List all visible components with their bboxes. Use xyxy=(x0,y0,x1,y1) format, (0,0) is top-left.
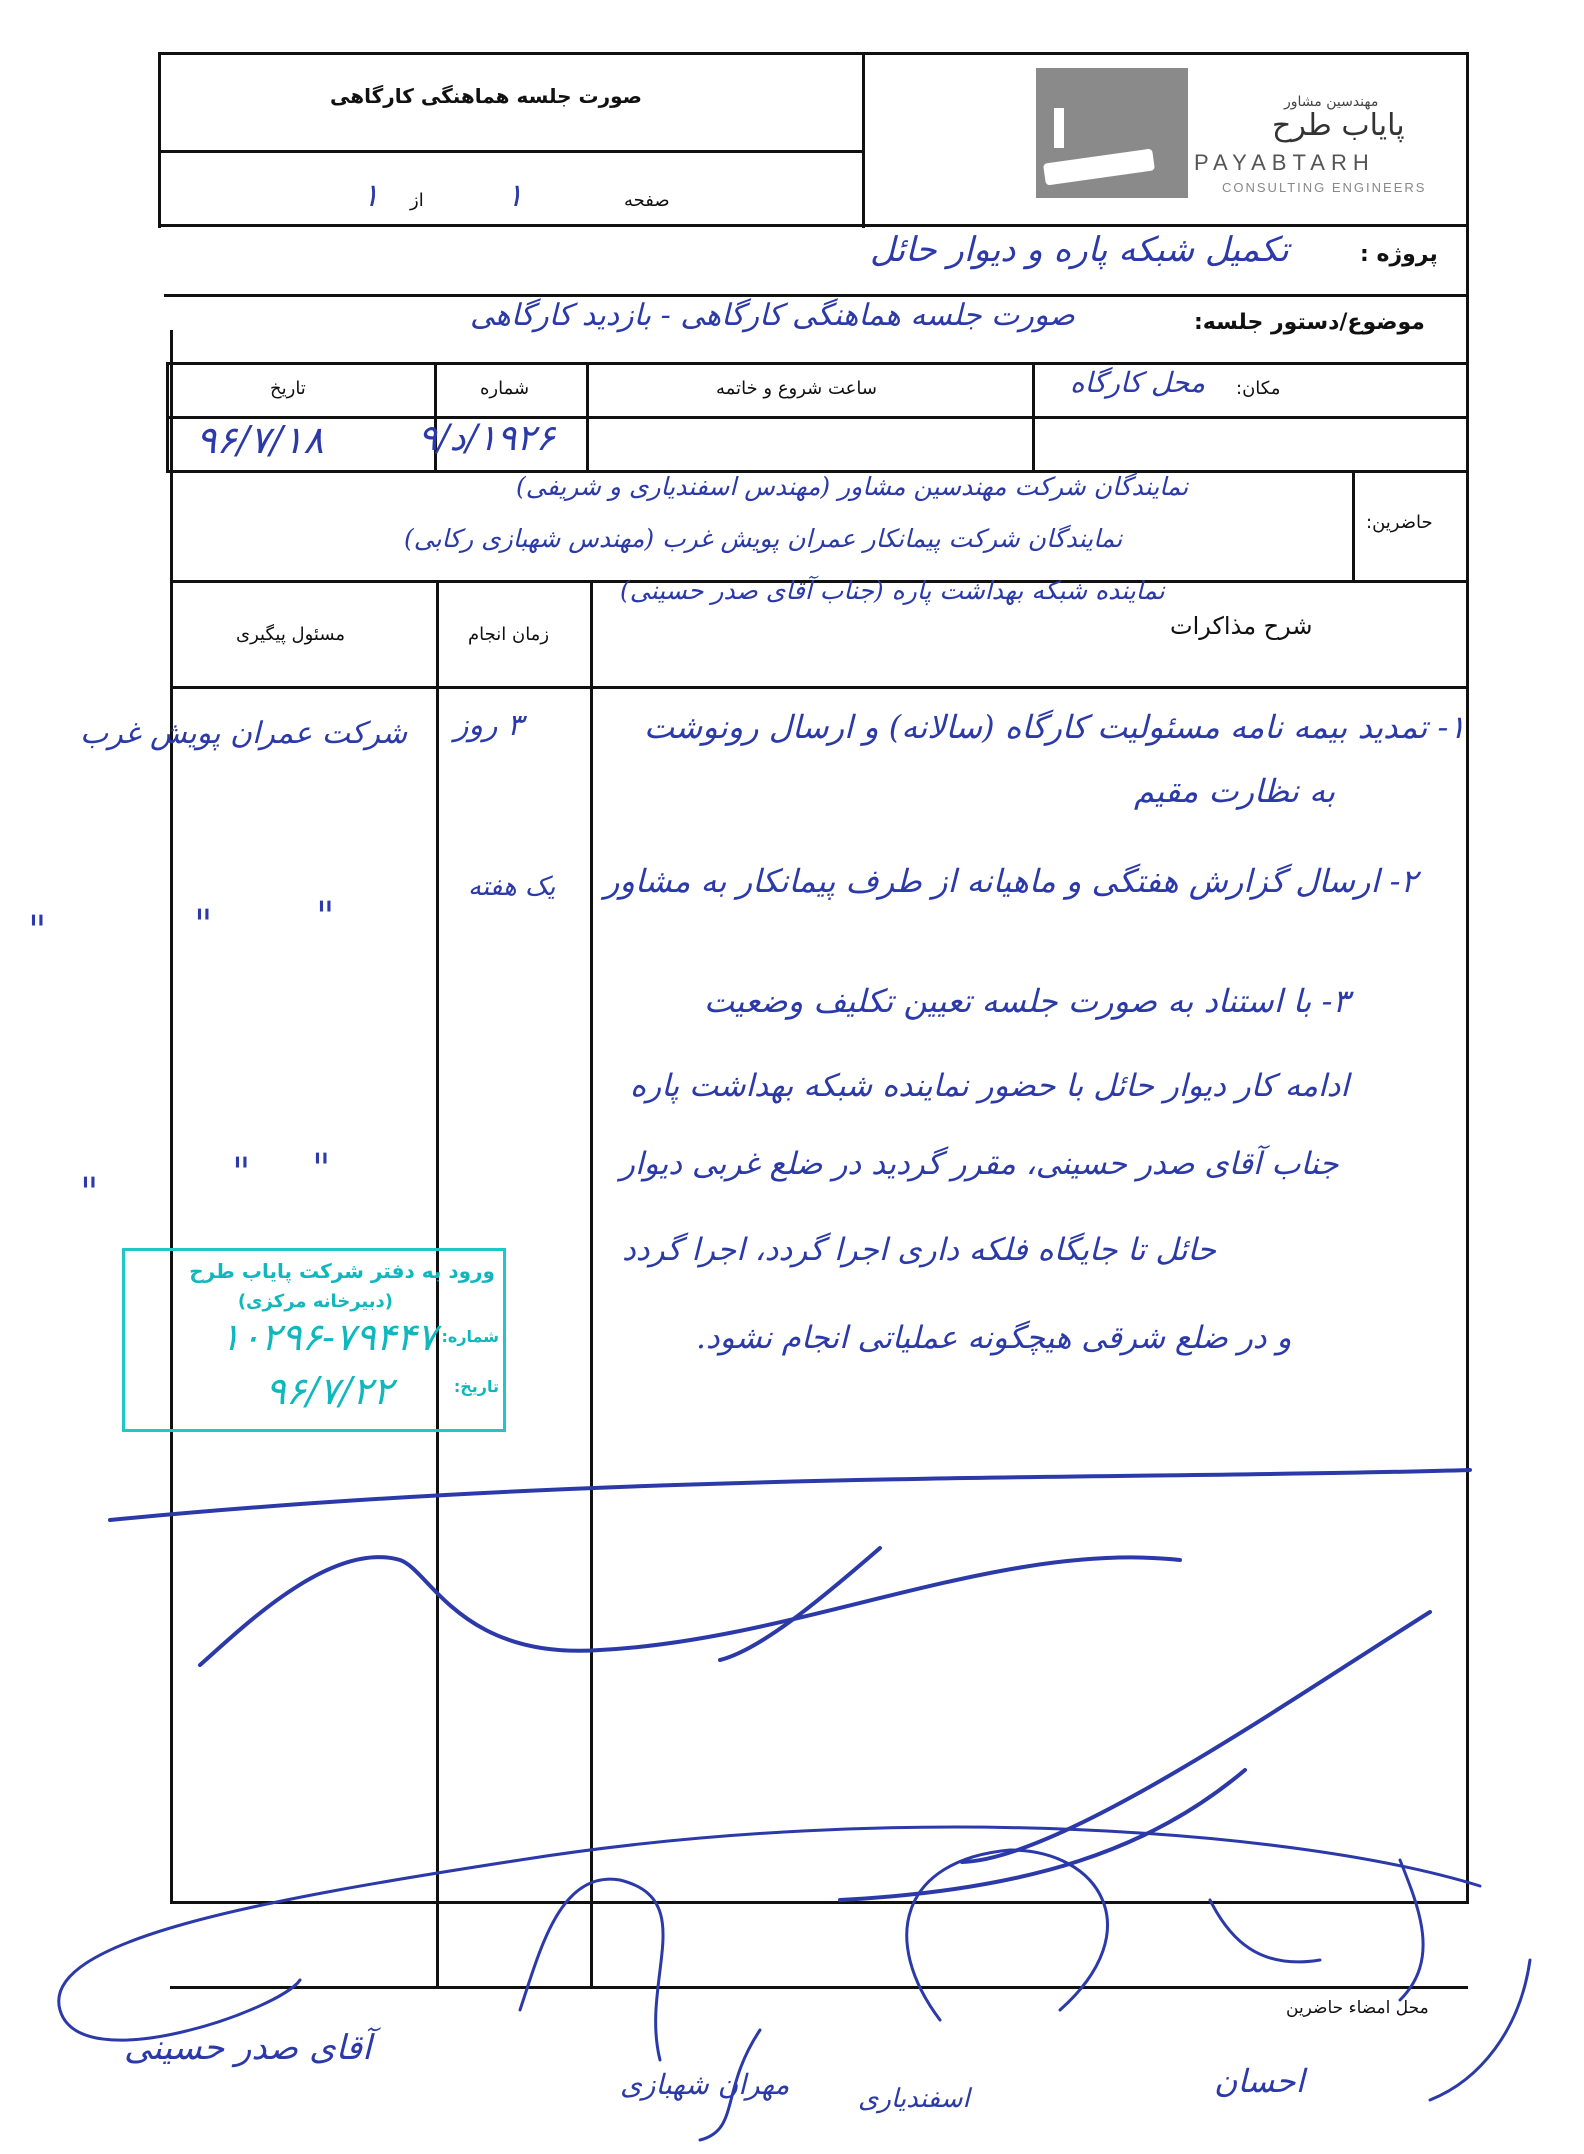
date-label: تاریخ xyxy=(270,378,306,399)
time-item-1: ۳ روز xyxy=(454,708,524,743)
place-label: مکان: xyxy=(1236,378,1281,399)
of-label: از xyxy=(410,190,424,211)
stamp-number-value: ۱۰۲۹۶-۷۹۴۴۷ xyxy=(220,1315,437,1359)
ditto-mark: " xyxy=(80,1170,99,1216)
minutes-line-8: و در ضلع شرقی هیچگونه عملیاتی انجام نشود. xyxy=(696,1320,1292,1356)
stamp-subtitle: (دبیرخانه مرکزی) xyxy=(237,1291,393,1312)
place-value: محل کارگاه xyxy=(1070,366,1206,399)
stamp-date-value: ۹۶/۷/۲۲ xyxy=(265,1369,393,1413)
ditto-mark: " xyxy=(316,894,335,940)
responsible-header: مسئول پیگیری xyxy=(236,624,346,645)
logo-subtitle-fa: مهندسین مشاور xyxy=(1284,94,1379,110)
receipt-stamp xyxy=(122,1248,506,1432)
discussion-header: شرح مذاکرات xyxy=(1170,612,1313,640)
signature-3: اسفندیاری xyxy=(858,2084,970,2114)
responsible-item-1: شرکت عمران پویش غرب xyxy=(80,716,408,751)
minutes-line-3: ۲- ارسال گزارش هفتگی و ماهیانه از طرف پیمانکار به مشاور xyxy=(604,862,1418,900)
page-label: صفحه xyxy=(624,190,670,211)
date-value: ۹۶/۷/۱۸ xyxy=(196,418,324,462)
project-label: پروژه : xyxy=(1360,242,1438,267)
logo-subtitle-en: CONSULTING ENGINEERS xyxy=(1222,180,1427,195)
time-item-2: یک هفته xyxy=(468,872,556,902)
project-value: تکمیل شبکه پاره و دیوار حائل xyxy=(870,230,1289,270)
signatures-label: محل امضاء حاضرین xyxy=(1286,1998,1429,2018)
agenda-value: صورت جلسه هماهنگی کارگاهی - بازدید کارگاهی xyxy=(470,298,1075,333)
form-title: صورت جلسه هماهنگی کارگاهی xyxy=(330,84,643,108)
ditto-mark: " xyxy=(232,1150,251,1196)
signature-2: مهران شهبازی xyxy=(620,2068,790,2101)
signature-4: احسان xyxy=(1214,2062,1305,2100)
attendee-line-2: نمایندگان شرکت پیمانکار عمران پویش غرب (مهندس شهبازی رکابی) xyxy=(404,524,1123,553)
number-label: شماره xyxy=(480,378,530,399)
attendees-label: حاضرین: xyxy=(1366,512,1433,533)
page-total: ۱ xyxy=(362,176,380,214)
minutes-line-2: به نظارت مقیم xyxy=(1134,772,1336,810)
ditto-mark: " xyxy=(312,1146,331,1192)
page-current: ۱ xyxy=(506,176,524,214)
logo-name-en: PAYABTARH xyxy=(1194,150,1375,175)
time-label: ساعت شروع و خاتمه xyxy=(716,378,877,399)
minutes-line-1: ۱- تمدید بیمه نامه مسئولیت کارگاه (سالانه) و ارسال رونوشت xyxy=(644,708,1466,746)
agenda-label: موضوع/دستور جلسه: xyxy=(1194,310,1425,335)
minutes-line-4: ۳- با استناد به صورت جلسه تعیین تکلیف وضعیت xyxy=(704,982,1350,1020)
attendee-line-3: نماینده شبکه بهداشت پاره (جناب آقای صدر حسینی) xyxy=(620,576,1165,605)
number-value: ۱۹۲۶/د/۹ xyxy=(418,418,555,459)
minutes-line-5: ادامه کار دیوار حائل با حضور نماینده شبکه بهداشت پاره xyxy=(630,1068,1350,1104)
stamp-date-label: تاریخ: xyxy=(453,1377,499,1396)
minutes-line-6: جناب آقای صدر حسینی، مقرر گردید در ضلع غربی دیوار xyxy=(620,1146,1339,1182)
stamp-title: ورود به دفتر شرکت پایاب طرح xyxy=(189,1259,495,1283)
ditto-mark: " xyxy=(194,902,213,948)
minutes-line-7: حائل تا جایگاه فلکه داری اجرا گردد، اجرا گردد xyxy=(622,1232,1217,1268)
logo-name-fa: پایاب طرح xyxy=(1272,108,1405,143)
signature-1: آقای صدر حسینی xyxy=(124,2028,372,2068)
attendee-line-1: نمایندگان شرکت مهندسین مشاور (مهندس اسفندیاری و شریفی) xyxy=(516,472,1189,501)
ditto-mark: " xyxy=(28,908,47,954)
stamp-number-label: شماره: xyxy=(441,1327,499,1346)
time-header: زمان انجام xyxy=(468,624,550,645)
